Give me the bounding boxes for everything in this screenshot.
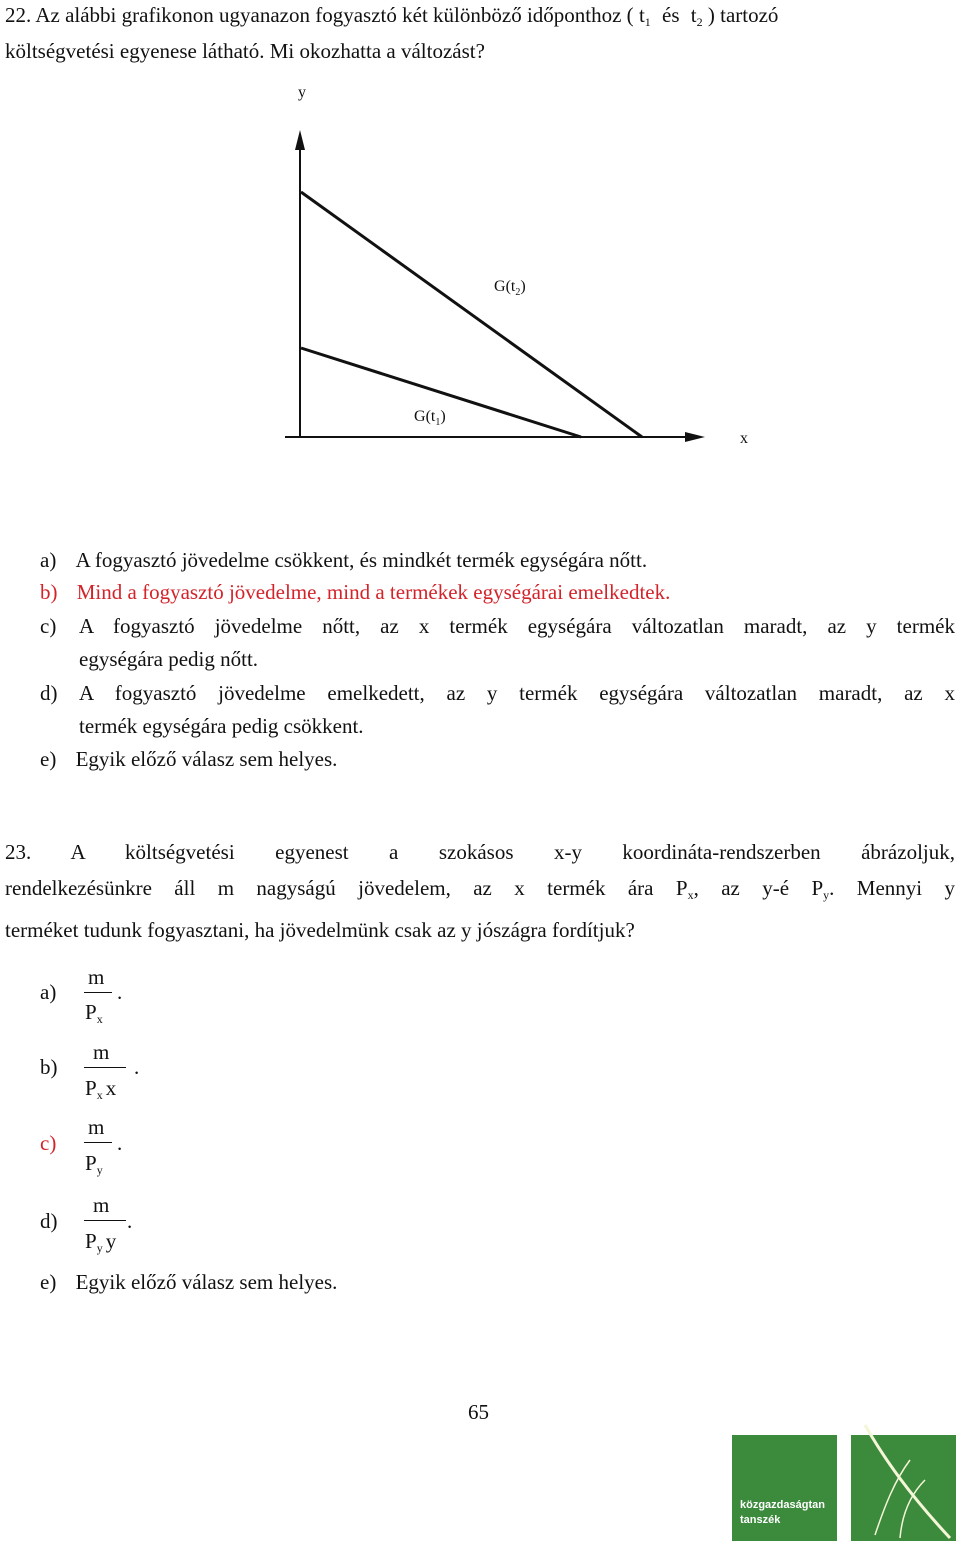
q23-line1: 23. A költségvetési egyenest a szokásos x-y koordináta-rendszerben ábrázoljuk, (5, 840, 955, 864)
q22-option-d-text2: termék egységára pedig csökkent. (79, 714, 364, 738)
q23-option-a-fraction-bar (84, 992, 112, 993)
q22-option-d-text: A fogyasztó jövedelme emelkedett, az y termék egységára változatlan maradt, az x (79, 681, 955, 705)
q22-option-b-correct: b) Mind a fogyasztó jövedelme, mind a termékek egységárai emelkedtek. (40, 580, 671, 604)
q22-suffix: ) tartozó (707, 3, 779, 27)
q23-option-a-letter: a) (40, 980, 57, 1004)
department-logo (732, 1435, 837, 1541)
budget-line-t2 (301, 192, 642, 437)
logo-text-line1: közgazdaságtan (740, 1499, 825, 1511)
y-axis-arrow (295, 130, 305, 150)
label-g-t2: $G(t_2)$ (494, 278, 526, 298)
x-axis-label: x (740, 430, 748, 447)
q23-option-b-letter: b) (40, 1055, 58, 1079)
q23-option-d-dot: . (127, 1209, 133, 1233)
q23-line2: rendelkezésünkre áll m nagyságú jövedelem, az x termék ára $P_x$, az y-é $P_y$. Mennyi y (5, 876, 956, 902)
budget-line-graph (270, 80, 770, 460)
q22-option-c-text2: egységára pedig nőtt. (79, 647, 259, 671)
label-g-t1: $G(t_1)$ (414, 408, 446, 428)
q22-option-a: a) A fogyasztó jövedelme csökkent, és mindkét termék egységára nőtt. (40, 548, 648, 572)
q23-option-a-den: $P_x$ (85, 1000, 103, 1026)
q23-option-c-fraction-bar (84, 1142, 112, 1143)
t2-symbol: $t_2$ (690, 3, 703, 29)
x-axis-arrow (685, 432, 705, 442)
t1-symbol: $t_1$ (638, 3, 651, 29)
q23-option-c-num: m (88, 1115, 105, 1139)
q22-option-e: e) Egyik előző válasz sem helyes. (40, 747, 338, 771)
q23-option-e: e) Egyik előző válasz sem helyes. (40, 1270, 338, 1294)
page-number: 65 (468, 1400, 489, 1424)
logo-text-line2: tanszék (740, 1514, 781, 1526)
and-word: és (662, 3, 680, 27)
q23-option-a-dot: . (117, 980, 123, 1004)
q22-prefix: 22. Az alábbi grafikonon ugyanazon fogyasztó két különböző időponthoz ( (5, 3, 634, 27)
q23-line3: terméket tudunk fogyasztani, ha jövedelmünk csak az y jószágra fordítjuk? (5, 918, 635, 942)
q22-option-c: c) (40, 614, 57, 638)
q22-line2: költségvetési egyenese látható. Mi okozhatta a változást? (5, 39, 485, 63)
y-axis-label: y (298, 84, 306, 101)
q23-option-c-den: $P_y$ (85, 1151, 103, 1177)
q23-option-b-fraction-bar (84, 1067, 126, 1068)
q23-option-c-dot: . (117, 1131, 123, 1155)
q23-option-b-dot: . (134, 1055, 140, 1079)
q23-option-d-num: m (93, 1193, 110, 1217)
q23-option-a-num: m (88, 965, 105, 989)
q23-option-d-fraction-bar (84, 1220, 126, 1221)
q23-option-d-den: $P_y$ y (85, 1229, 117, 1255)
q23-option-c-letter-correct: c) (40, 1131, 57, 1155)
q23-option-b-num: m (93, 1040, 110, 1064)
q22-line1 (5, 3, 955, 34)
q23-option-d-letter: d) (40, 1209, 58, 1233)
q22-option-d: d) (40, 681, 58, 705)
grass-stroke-icon (840, 1420, 960, 1541)
q22-option-c-text: A fogyasztó jövedelme nőtt, az x termék egységára változatlan maradt, az y termék (79, 614, 955, 638)
q23-option-b-den: $P_x$ x (85, 1076, 117, 1102)
